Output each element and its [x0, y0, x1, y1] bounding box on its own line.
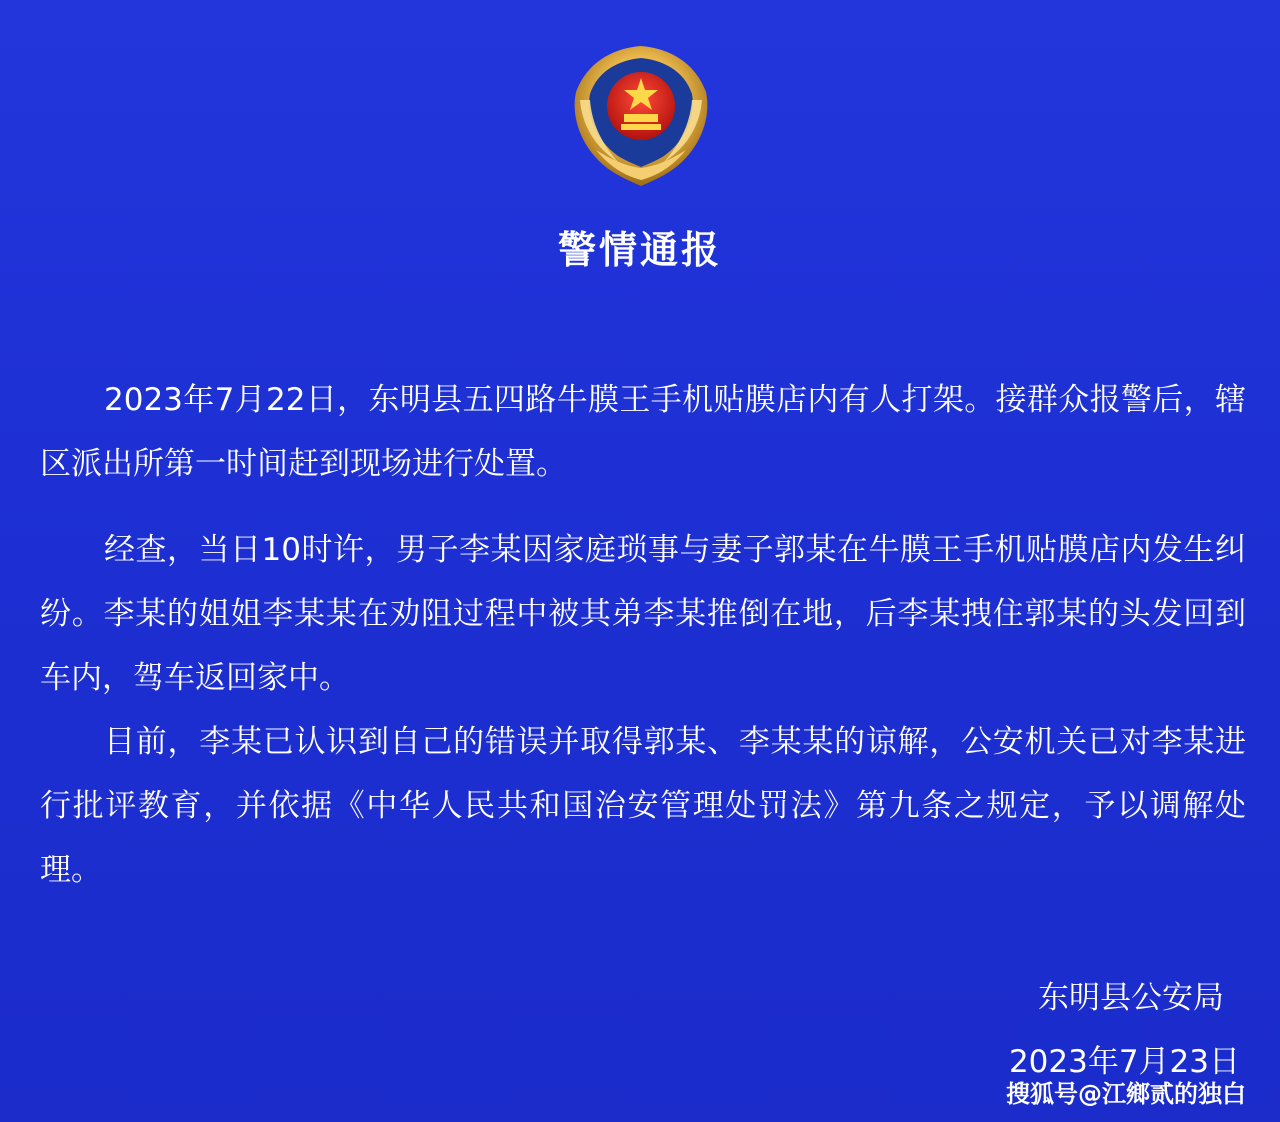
notice-body: [40, 368, 1246, 902]
paragraph-resolution: 目前，李某已认识到自己的错误并取得郭某、李某某的谅解，公安机关已对李某进行批评教育，并依据《中华人民共和国治安管理处罚法》第九条之规定，予以调解处理。: [40, 724, 1246, 888]
page-title: 警情通报: [557, 228, 722, 272]
police-emblem-icon: [566, 40, 716, 190]
issue-date: 2023年7月23日: [1008, 1044, 1240, 1080]
paragraph-investigation: 经查，当日10时许，男子李某因家庭琐事与妻子郭某在牛膜王手机贴膜店内发生纠纷。李某的姐姐李某某在劝阻过程中被其弟李某推倒在地，后李某拽住郭某的头发回到车内，驾车返回家中。: [40, 532, 1246, 696]
paragraph-report: 2023年7月22日，东明县五四路牛膜王手机贴膜店内有人打架。接群众报警后，辖区派出所第一时间赶到现场进行处置。: [40, 382, 1246, 482]
issuer-name: 东明县公安局: [1038, 980, 1224, 1016]
watermark-text: 搜狐号@江鄉贰的独白: [1006, 1080, 1246, 1108]
